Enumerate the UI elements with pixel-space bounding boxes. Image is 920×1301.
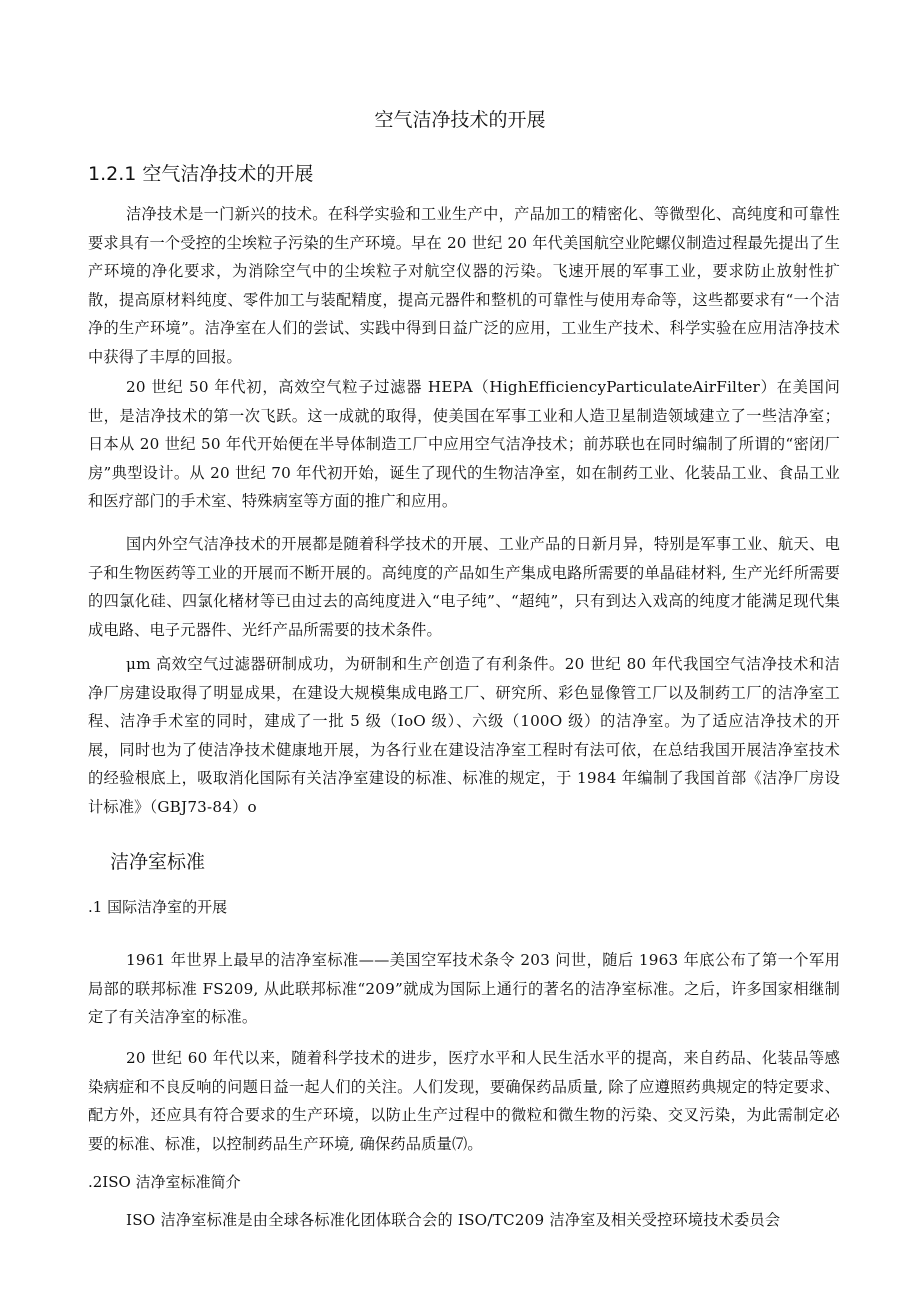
paragraph-iso-intro: ISO 洁净室标准是由全球各标准化团体联合会的 ISO/TC209 洁净室及相关受控环境技术委员会	[126, 1211, 781, 1229]
subsection-heading-iso: .2ISO 洁净室标准简介	[88, 1173, 241, 1191]
paragraph-1961-standard: 1961 年世界上最早的洁净室标准——美国空军技术条令 203 问世，随后 1963 年底公布了第一个军用局部的联邦标准 FS209, 从此联邦标准“209”就成为国际上通行的著名的洁净室标准。之后，许多国家相继制定了有关洁净室的标准。	[88, 951, 840, 1027]
subsection-heading-international: .1 国际洁净室的开展	[88, 898, 228, 916]
paragraph-china-progress: μm 高效空气过滤器研制成功，为研制和生产创造了有利条件。20 世纪 80 年代我国空气洁净技术和洁净厂房建设取得了明显成果，在建设大规模集成电路工厂、研究所、彩色显像管工厂以及制药工厂的洁净室工程、洁净手术室的同时，建成了一批 5 级（IoO 级）、六级（100O 级）的洁净室。为了适应洁净技术的开展，同时也为了使洁净技术健康地开展，为各行业在建设洁净室工程时有法可依，在总结我国开展洁净室技术的经验根底上，吸取消化国际有关洁净室建设的标准、标准的规定，于 1984 年编制了我国首部《洁净厂房设计标准》（GBJ73-84）o	[88, 655, 840, 816]
section-heading-cleanroom-standards: 洁净室标准	[110, 851, 206, 873]
document-title: 空气洁净技术的开展	[374, 109, 546, 131]
paragraph-hepa: 20 世纪 50 年代初，高效空气粒子过滤器 HEPA（HighEfficiencyParticulateAirFilter）在美国问世，是洁净技术的第一次飞跃。这一成就的取得，使美国在军事工业和人造卫星制造领域建立了一些洁净室；日本从 20 世纪 50 年代开始便在半导体制造工厂中应用空气洁净技术；前苏联也在同时编制了所谓的“密闭厂房”典型设计。从 20 世纪 70 年代初开始，诞生了现代的生物洁净室，如在制药工业、化装品工业、食品工业和医疗部门的手术室、特殊病室等方面的推广和应用。	[88, 378, 840, 511]
section-heading-1-2-1: 1.2.1 空气洁净技术的开展	[88, 163, 314, 185]
paragraph-domestic-development: 国内外空气洁净技术的开展都是随着科学技术的开展、工业产品的日新月异，特别是军事工业、航天、电子和生物医药等工业的开展而不断开展的。高纯度的产品如生产集成电路所需要的单晶硅材料, 生产光纤所需要的四氯化硅、四氯化楮材等已由过去的高纯度进入“电子纯”、“超纯”，只有到达入戏高的纯度才能满足现代集成电路、电子元器件、光纤产品所需要的技术条件。	[88, 535, 840, 639]
paragraph-1960s-medical: 20 世纪 60 年代以来，随着科学技术的进步，医疗水平和人民生活水平的提高，来自药品、化装品等感染病症和不良反响的问题日益一起人们的关注。人们发现，要确保药品质量, 除了应遵照药典规定的特定要求、配方外，还应具有符合要求的生产环境，以防止生产过程中的微粒和微生物的污染、交叉污染，为此需制定必要的标准、标准，以控制药品生产环境, 确保药品质量⑺。	[88, 1049, 840, 1153]
paragraph-intro: 洁净技术是一门新兴的技术。在科学实验和工业生产中，产品加工的精密化、等微型化、高纯度和可靠性要求具有一个受控的尘埃粒子污染的生产环境。早在 20 世纪 20 年代美国航空业陀螺仪制造过程最先提出了生产环境的净化要求，为消除空气中的尘埃粒子对航空仪器的污染。飞速开展的军事工业，要求防止放射性扩散，提高原材料纯度、零件加工与装配精度，提高元器件和整机的可靠性与使用寿命等，这些都要求有“一个洁净的生产环境”。洁净室在人们的尝试、实践中得到日益广泛的应用，工业生产技术、科学实验在应用洁净技术中获得了丰厚的回报。	[88, 205, 840, 366]
